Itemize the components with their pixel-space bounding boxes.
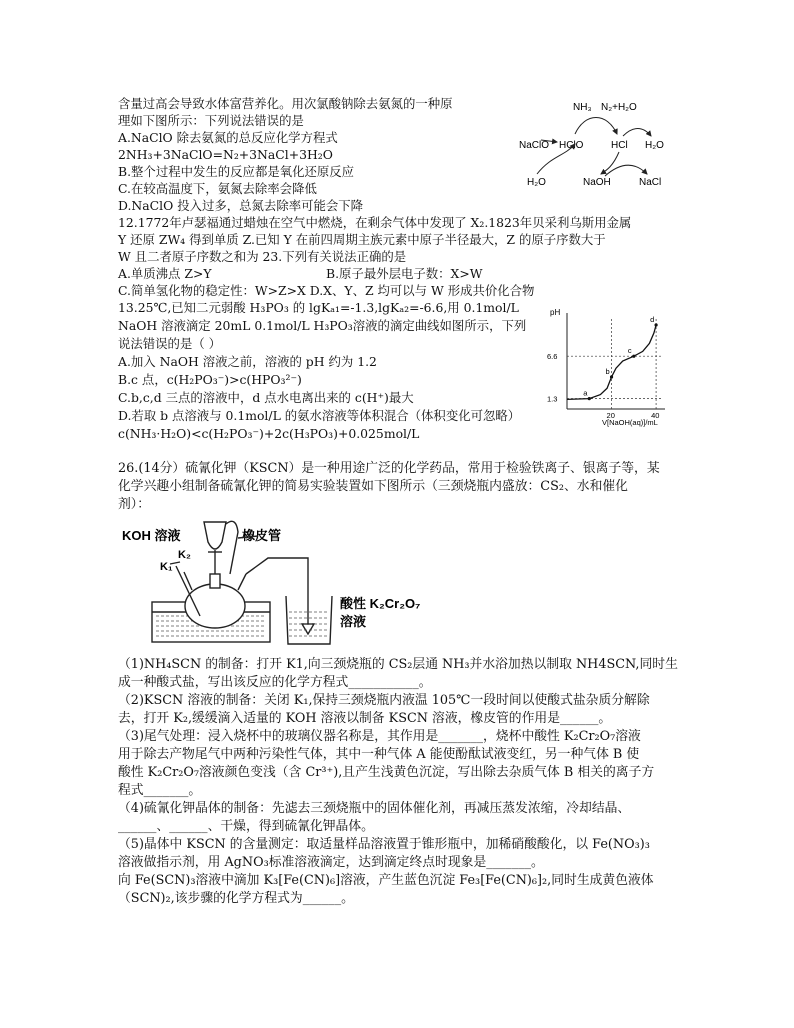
q12-option-b: B.原子最外层电子数：X>W	[326, 266, 483, 281]
point-b	[610, 375, 613, 378]
point-a	[588, 397, 591, 400]
q12-option-cd: C.简单氢化物的稳定性：W>Z>X D.X、Y、Z 均可以与 W 形成共价化合物	[118, 283, 535, 298]
beaker	[286, 596, 332, 644]
q12-line-2: Y 还原 ZW₄ 得到单质 Z.已知 Y 在前四周期主族元素中原子半径最大，Z 的原子序数大于	[118, 232, 606, 247]
point-label-a: a	[583, 388, 588, 398]
q13-option-d-cont: c(NH₃·H₂O)<c(H₂PO₃⁻)+2c(H₃PO₃)+0.025mol/L	[118, 426, 420, 441]
q12-line-3: W 且二者原子序数之和为 23.下列有关说法正确的是	[118, 249, 407, 264]
q13-option-c: C.b,c,d 三点的溶液中，d 点水电离出来的 c(H⁺)最大	[118, 390, 414, 405]
point-label-c: c	[627, 346, 632, 356]
q26-part5-line-1: （5)晶体中 KSCN 的含量测定：取适量样品溶液置于锥形瓶中，加稀硝酸酸化，以 Fe(NO₃)₃	[118, 837, 650, 852]
y-axis-label: pH	[550, 308, 561, 317]
outlet-tube	[246, 558, 314, 634]
diagram-naoh: NaOH	[583, 177, 611, 188]
q26-part1-line-2: 成一种酸式盐，写出该反应的化学方程式___________。	[118, 675, 432, 690]
q26-intro-line-2: 化学兴趣小组制备硫氰化钾的简易实验装置如下图所示（三颈烧瓶内盛放：CS₂、水和催化	[118, 479, 628, 494]
q26-part5-line-3: 向 Fe(SCN)₃溶液中滴加 K₃[Fe(CN)₆]溶液，产生蓝色沉淀 Fe₃[Fe(CN)₆]₂,同时生成黄色液体	[118, 873, 654, 888]
q26-part3-line-4: 程式_______。	[118, 783, 202, 798]
q26-part5-line-4: （SCN)₂,该步骤的化学方程式为______。	[118, 891, 354, 906]
q11-option-c: C.在较高温度下，氨氮去除率会降低	[118, 181, 317, 196]
diagram-nh3: NH₃	[573, 102, 592, 113]
label-acidic-k2cr2o7: 酸性 K₂Cr₂O₇	[340, 596, 421, 611]
q13-line-3: 说法错误的是（ ）	[118, 336, 222, 351]
q26-part1-line-1: （1)NH₄SCN 的制备：打开 K1,向三颈烧瓶的 CS₂层通 NH₃并水浴加热以制取 NH4SCN,同时生	[118, 657, 678, 672]
diagram-h2o-right: H₂O	[645, 140, 664, 151]
point-d	[654, 323, 657, 326]
q11-option-d: D.NaClO 投入过多，总氮去除率可能会下降	[118, 198, 364, 213]
q26-part3-line-3: 酸性 K₂Cr₂O₇溶液颜色变浅（含 Cr³⁺),且产生浅黄色沉淀，写出除去杂质气体 B 相关的离子方	[118, 765, 655, 780]
q11-line-1: 含量过高会导致水体富营养化。用次氯酸钠除去氨氮的一种原	[118, 96, 453, 111]
ksn-apparatus-diagram	[118, 512, 458, 652]
label-solution: 溶液	[340, 614, 367, 629]
point-label-b: b	[605, 367, 610, 376]
label-k2: K₂	[178, 549, 191, 561]
x-tick-label-1: 40	[651, 411, 660, 420]
y-tick-label-0: 6.6	[547, 352, 558, 362]
arrow-hcl-to-naoh	[601, 152, 619, 174]
q26-part3-line-2: 用于除去产物尾气中两种污染性气体，其中一种气体 A 能使酚酞试液变红，另一种气体 B 使	[118, 747, 640, 762]
arrow-hclo-to-hcl	[575, 118, 617, 135]
q11-option-b: B.整个过程中发生的反应都是氧化还原反应	[118, 164, 355, 179]
q26-part4-line-1: （4)硫氰化钾晶体的制备：先滤去三颈烧瓶中的固体催化剂，再减压蒸发浓缩，冷却结晶、	[118, 801, 631, 816]
x-axis-label: V[NaOH(aq)]/mL	[602, 418, 658, 427]
naclo-cycle-diagram	[515, 96, 685, 196]
q26-part2-line-2: 去，打开 K₂,缓缓滴入适量的 KOH 溶液以制备 KSCN 溶液，橡皮管的作用是______。	[118, 711, 612, 726]
label-koh-solution: KOH 溶液	[122, 528, 181, 543]
diagram-h2o-left: H₂O	[527, 177, 546, 188]
diagram-hclo: HClO	[559, 140, 584, 151]
q26-part5-line-2: 溶液做指示剂，用 AgNO₃标准溶液滴定，达到滴定终点时现象是_______。	[118, 855, 544, 870]
q12-option-a: A.单质沸点 Z>Y	[118, 266, 212, 281]
q12-line-1: 12.1772年卢瑟福通过蜡烛在空气中燃烧，在剩余气体中发现了 X₂.1823年贝采利乌斯用金属	[118, 215, 632, 230]
q26-intro-line-1: 26.(14分）硫氰化钾（KSCN）是一种用途广泛的化学药品，常用于检验铁离子、银离子等，某	[118, 461, 660, 476]
q13-line-2: NaOH 溶液滴定 20mL 0.1mol/L H₃PO₃溶液的滴定曲线如图所示，下列	[118, 318, 527, 333]
q26-intro-line-3: 剂）：	[118, 497, 150, 512]
q13-option-b: B.c 点，c(H₂PO₃⁻)>c(HPO₃²⁻)	[118, 372, 302, 387]
point-label-d: d	[650, 315, 655, 324]
q13-option-d: D.若取 b 点溶液与 0.1mol/L 的氨水溶液等体积混合（体积变化可忽略）	[118, 408, 521, 423]
q11-option-a: A.NaClO 除去氨氮的总反应化学方程式	[118, 130, 338, 145]
q13-line-1: 13.25℃,已知二元弱酸 H₃PO₃ 的 lgKₐ₁=-1.3,lgKₐ₂=-6.6,用 0.1mol/L	[118, 300, 519, 315]
arrow-hcl-to-h2o	[623, 129, 651, 137]
q26-part4-line-2: ______、______、干燥，得到硫氰化钾晶体。	[118, 819, 374, 834]
diagram-naclo: NaClO	[519, 140, 550, 151]
three-neck-flask	[184, 572, 246, 628]
q11-line-2: 理如下图所示：下列说法错误的是	[118, 113, 304, 128]
point-c	[632, 355, 635, 358]
arrow-naoh-to-nacl	[605, 165, 647, 176]
q26-part2-line-1: （2)KSCN 溶液的制备：关闭 K₁,保持三颈烧瓶内液温 105℃一段时间以使酸式盐杂质分解除	[118, 693, 650, 708]
q11-equation: 2NH₃+3NaClO=N₂+3NaCl+3H₂O	[118, 147, 333, 162]
diagram-hcl: HCl	[611, 140, 628, 151]
q26-part3-line-1: （3)尾气处理：浸入烧杯中的玻璃仪器名称是，其作用是_______，烧杯中酸性 K₂Cr₂O₇溶液	[118, 729, 641, 744]
x-tick-label-0: 20	[606, 411, 615, 420]
diagram-nacl: NaCl	[639, 177, 662, 188]
label-rubber-tube: 橡皮管	[242, 528, 282, 543]
diagram-n2h2o: N₂+H₂O	[601, 102, 637, 113]
label-k1: K₁	[160, 561, 173, 573]
q13-option-a: A.加入 NaOH 溶液之前，溶液的 pH 约为 1.2	[118, 354, 377, 369]
y-tick-label-1: 1.3	[547, 394, 558, 404]
titration-curve-chart	[545, 305, 675, 430]
